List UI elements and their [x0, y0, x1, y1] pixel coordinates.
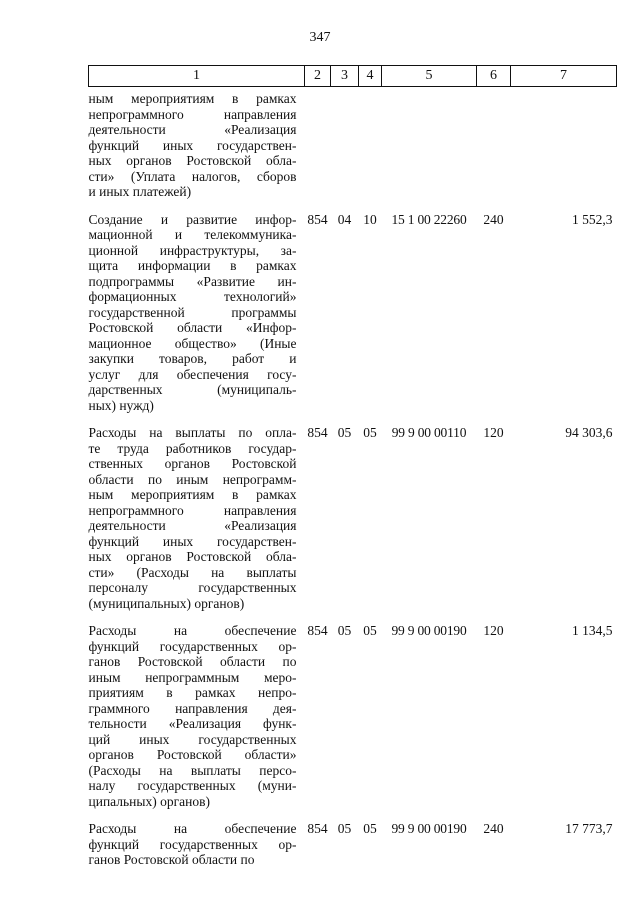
expense-type-code: 240: [483, 821, 504, 836]
row-description: [89, 809, 305, 868]
header-col-5: 5: [382, 66, 477, 87]
description-line: тельности «Реализация функ-: [88, 716, 297, 731]
amount-value: 94 303,6: [565, 425, 613, 440]
description-line: функций государственных ор-: [88, 836, 297, 852]
description-line: ных органов Ростовской обла-: [88, 153, 297, 168]
description-line: ционной инфраструктуры, за-: [88, 242, 297, 258]
description-line: ных) нужд): [88, 397, 154, 413]
amount-value: 1 552,3: [572, 211, 613, 227]
header-col-7: 7: [511, 66, 617, 87]
expense-type-code: [477, 87, 511, 200]
table-row: [89, 413, 617, 611]
description-line: Расходы на обеспечение: [88, 623, 297, 638]
section-code: [331, 87, 359, 200]
subsection-code: 05: [363, 821, 377, 836]
expense-type-code: 240: [483, 211, 504, 227]
description-line: области по иным непрограмм-: [88, 471, 297, 487]
target-article-code: 99 9 00 00190: [391, 623, 467, 638]
description-line: (муниципальных) органов): [88, 595, 245, 611]
header-col-4: 4: [359, 66, 382, 87]
description-line: ным мероприятиям в рамках: [88, 487, 297, 502]
header-row: [89, 66, 617, 87]
description-line: приятиям в рамках непро-: [88, 685, 297, 700]
amount-value: 1 134,5: [572, 623, 613, 638]
table-row: [89, 611, 617, 809]
header-col-2: 2: [305, 66, 331, 87]
ministry-code: [305, 87, 331, 200]
description-line: дарственных (муниципаль-: [88, 382, 297, 397]
description-line: функций иных государствен-: [88, 137, 297, 153]
description-line: налу государственных (муни-: [88, 778, 297, 793]
description-line: иным непрограммным меро-: [88, 669, 297, 685]
row-description: [89, 413, 305, 611]
section-code: 04: [337, 211, 352, 227]
description-line: Расходы на выплаты по опла-: [88, 425, 297, 440]
description-line: мационное общество» (Иные: [88, 335, 297, 351]
description-line: щита информации в рамках: [88, 258, 297, 273]
description-line: государственной программы: [88, 304, 297, 320]
description-line: функций иных государствен-: [88, 533, 297, 549]
amount-value: 17 773,7: [565, 821, 613, 836]
budget-table: [88, 65, 617, 868]
expense-type-code: 120: [483, 623, 504, 638]
description-line: ганов Ростовской области по: [88, 852, 255, 867]
description-line: ственных органов Ростовской: [88, 456, 297, 471]
table-header: [89, 66, 617, 87]
target-article-code: [382, 87, 477, 200]
subsection-code: 05: [363, 425, 377, 440]
table-row: [89, 87, 617, 200]
description-line: непрограммного направления: [88, 502, 297, 518]
description-line: (Расходы на выплаты персо-: [88, 762, 297, 778]
description-line: и иных платежей): [88, 184, 192, 199]
table-row: [89, 200, 617, 414]
description-line: граммного направления дея-: [88, 700, 297, 716]
target-article-code: 99 9 00 00110: [391, 425, 467, 440]
target-article-code: 15 1 00 22260: [391, 211, 467, 227]
description-line: мационной и телекоммуника-: [88, 227, 297, 242]
section-code: 05: [337, 425, 352, 440]
description-line: ганов Ростовской области по: [88, 654, 297, 669]
subsection-code: 10: [363, 211, 377, 227]
target-article-code: 99 9 00 00190: [391, 821, 467, 836]
description-line: подпрограммы «Развитие ин-: [88, 273, 297, 289]
ministry-code: 854: [307, 211, 328, 227]
description-line: персоналу государственных: [88, 580, 297, 595]
expense-type-code: 120: [483, 425, 504, 440]
description-line: Создание и развитие инфор-: [88, 211, 297, 227]
subsection-code: 05: [363, 623, 377, 638]
description-line: ным мероприятиям в рамках: [88, 91, 297, 106]
description-line: деятельности «Реализация: [88, 518, 297, 533]
row-description: [89, 611, 305, 809]
ministry-code: 854: [307, 821, 328, 836]
ministry-code: 854: [307, 623, 328, 638]
header-col-3: 3: [331, 66, 359, 87]
description-line: Ростовской области «Инфор-: [88, 320, 297, 335]
description-line: те труда работников государ-: [88, 440, 297, 456]
description-line: органов Ростовской области»: [88, 747, 297, 762]
description-line: услуг для обеспечения госу-: [88, 366, 297, 382]
description-line: деятельности «Реализация: [88, 122, 297, 137]
section-code: 05: [337, 821, 352, 836]
section-code: 05: [337, 623, 352, 638]
table-body: [89, 87, 617, 868]
description-line: Расходы на обеспечение: [88, 821, 297, 836]
ministry-code: 854: [307, 425, 328, 440]
description-line: ций иных государственных: [88, 731, 297, 747]
header-col-6: 6: [477, 66, 511, 87]
row-description: [89, 87, 305, 200]
header-col-1: 1: [89, 66, 305, 87]
description-line: ципальных) органов): [88, 793, 210, 809]
description-line: формационных технологий»: [88, 289, 297, 304]
description-line: закупки товаров, работ и: [88, 351, 297, 366]
subsection-code: [359, 87, 382, 200]
description-line: непрограммного направления: [88, 106, 297, 122]
description-line: сти» (Расходы на выплаты: [88, 564, 297, 580]
table-row: [89, 809, 617, 868]
amount-value: [511, 87, 617, 200]
description-line: сти» (Уплата налогов, сборов: [88, 168, 297, 184]
page-number: 347: [309, 30, 331, 45]
description-line: функций государственных ор-: [88, 638, 297, 654]
description-line: ных органов Ростовской обла-: [88, 549, 297, 564]
row-description: [89, 200, 305, 414]
